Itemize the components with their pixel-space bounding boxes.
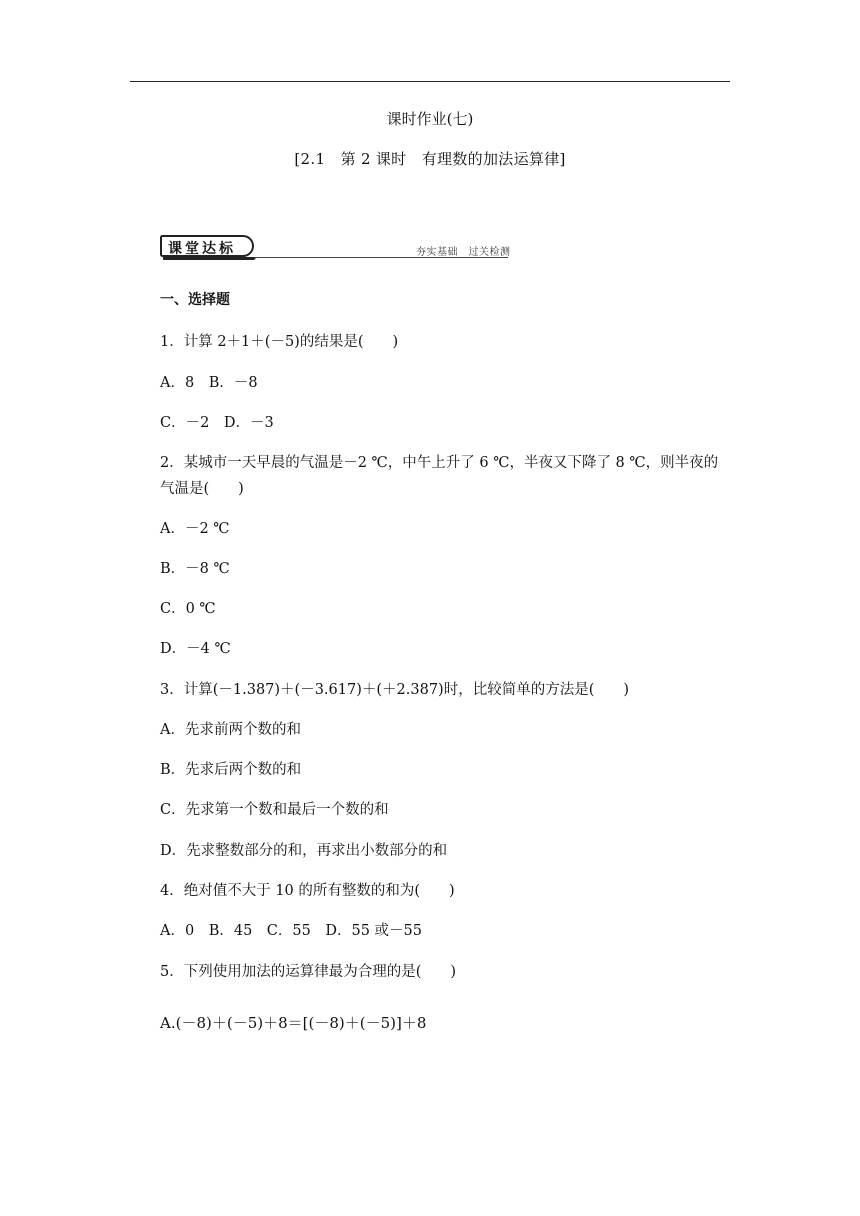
question-2-option-a: A．－2 ℃ (160, 521, 230, 537)
question-5-option-a: A.(－8)＋(－5)＋8＝[(－8)＋(－5)]＋8 (160, 1014, 427, 1032)
question-3-option-d: D．先求整数部分的和，再求出小数部分的和 (160, 843, 448, 859)
banner-label: 课堂达标 (168, 241, 236, 257)
question-1-option-line-2: C．－2 D．－3 (160, 415, 274, 431)
question-3-option-a: A．先求前两个数的和 (160, 722, 301, 738)
question-3-option-c: C．先求第一个数和最后一个数的和 (160, 802, 389, 818)
question-2-option-c: C．0 ℃ (160, 601, 216, 617)
question-1-option-line-1: A．8 B．－8 (160, 375, 258, 391)
section-banner (160, 232, 511, 262)
section-title: 一、选择题 (160, 292, 230, 308)
question-1-stem: 1．计算 2＋1＋(－5)的结果是( ) (160, 334, 399, 350)
question-5-stem: 5．下列使用加法的运算律最为合理的是( ) (160, 964, 457, 980)
question-3-option-b: B．先求后两个数的和 (160, 762, 302, 778)
page-title: 课时作业(七) (386, 110, 474, 128)
top-rule (130, 81, 730, 82)
question-4-options: A．0 B．45 C．55 D．55 或－55 (160, 923, 422, 939)
banner-badge (160, 235, 254, 257)
question-2-stem-line-2: 气温是( ) (160, 481, 244, 497)
question-2-option-d: D．－4 ℃ (160, 641, 231, 657)
banner-subtitle: 夯实基础 过关检测 (416, 247, 511, 258)
page-subtitle: [2.1 第 2 课时 有理数的加法运算律] (294, 150, 566, 168)
question-2-stem-line-1: 2．某城市一天早晨的气温是－2 ℃，中午上升了 6 ℃，半夜又下降了 8 ℃，则半夜的 (160, 455, 719, 471)
question-4-stem: 4．绝对值不大于 10 的所有整数的和为( ) (160, 883, 455, 899)
question-3-stem: 3．计算(－1.387)＋(－3.617)＋(＋2.387)时，比较简单的方法是( ) (160, 682, 630, 698)
question-2-option-b: B．－8 ℃ (160, 561, 230, 577)
